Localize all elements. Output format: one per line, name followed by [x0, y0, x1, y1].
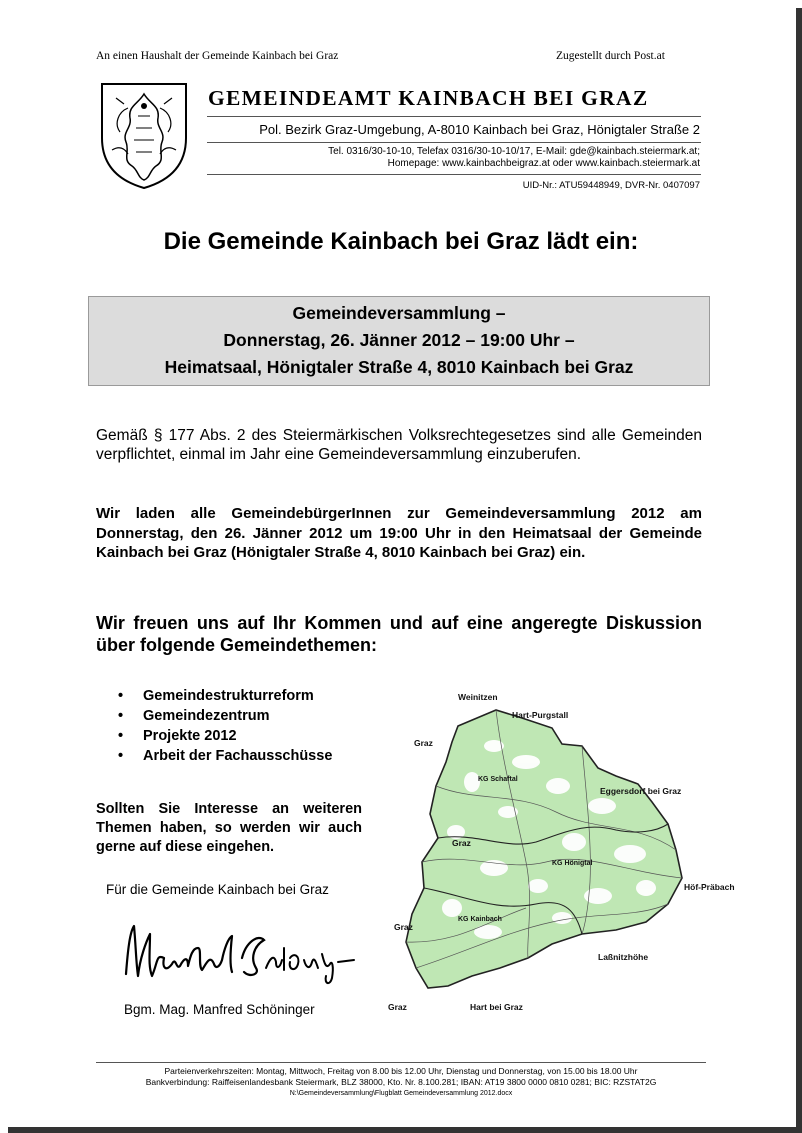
map-label-eggersdorf: Eggersdorf bei Graz [600, 786, 682, 796]
map-label-kg-schaftal: KG Schaftal [478, 776, 518, 783]
map-label-kg-kainbach: KG Kainbach [458, 916, 502, 923]
map-graphic [376, 682, 746, 1022]
list-item: • Gemeindezentrum [118, 708, 270, 724]
office-hours: Parteienverkehrszeiten: Montag, Mittwoch, Freitag von 8.00 bis 12.00 Uhr, Dienstag und Donnerstag, von 15.00 bis 18.00 Uhr [164, 1066, 638, 1076]
map-label-hart-purgstall: Hart-Purgstall [512, 710, 569, 720]
event-date: Donnerstag, 26. Jänner 2012 – 19:00 Uhr – [223, 330, 575, 350]
map-label-graz: Graz [388, 1002, 407, 1012]
legal-paragraph: Gemäß § 177 Abs. 2 des Steiermärkischen Volksrechtegesetzes sind alle Gemeinden verpflichtet, einmal im Jahr eine Gemeindeversammlung einzuberufen. [96, 427, 702, 463]
household-note: An einen Haushalt der Gemeinde Kainbach bei Graz [96, 50, 339, 62]
map-label-graz: Graz [394, 922, 413, 932]
bullet: • [118, 748, 124, 764]
discussion-paragraph: Wir freuen uns auf Ihr Kommen und auf eine angeregte Diskussion über folgende Gemeindethemen: [96, 613, 702, 655]
event-box [88, 296, 710, 386]
contact-line: Tel. 0316/30-10-10, Telefax 0316/30-10-10/17, E-Mail: gde@kainbach.steiermark.at; [328, 146, 700, 157]
municipality-map [376, 682, 746, 1022]
event-location: Heimatsaal, Hönigtaler Straße 4, 8010 Kainbach bei Graz [164, 357, 634, 377]
office-name: GEMEINDEAMT KAINBACH BEI GRAZ [208, 86, 649, 110]
map-label-graz: Graz [452, 838, 471, 848]
coat-of-arms-logo [98, 80, 190, 192]
mayor-name: Bgm. Mag. Manfred Schöninger [124, 1002, 315, 1017]
on-behalf-text: Für die Gemeinde Kainbach bei Graz [106, 882, 329, 897]
ids-line: UID-Nr.: ATU59448949, DVR-Nr. 0407097 [522, 180, 700, 191]
letterhead-rule-3 [207, 174, 701, 175]
invitation-paragraph: Wir laden alle GemeindebürgerInnen zur Gemeindeversammlung 2012 am Donnerstag, den 26. Jänner 2012 um 19:00 Uhr in den Heimatsaal der Gemeinde Kainbach bei Graz (Hönigtaler Straße 4, 8010 Kainbach bei Graz) ein. [96, 505, 702, 561]
topics-list [118, 686, 332, 766]
delivery-note: Zugestellt durch Post.at [556, 50, 665, 62]
list-item: • Arbeit der Fachausschüsse [118, 748, 333, 764]
map-label-weinitzen: Weinitzen [458, 692, 498, 702]
list-item: • Projekte 2012 [118, 728, 237, 744]
interest-paragraph: Sollten Sie Interesse an weiteren Themen haben, so werden wir auch gerne auf diese eingehen. [96, 801, 362, 855]
map-label-hoef-praebach: Höf-Präbach [684, 882, 735, 892]
map-label-hart-bei-graz: Hart bei Graz [470, 1002, 523, 1012]
file-path: N:\Gemeindeversammlung\Flugblatt Gemeindeversammlung 2012.docx [289, 1090, 513, 1097]
footer-rule [96, 1062, 706, 1063]
bank-details: Bankverbindung: Raiffeisenlandesbank Steiermark, BLZ 38000, Kto. Nr. 8.100.281; IBAN: AT19 3800 0000 0810 0281; BIC: RZSTAT2G [145, 1077, 657, 1087]
page-shadow-bottom [8, 1127, 802, 1133]
bullet: • [118, 728, 124, 744]
map-label-kg-hoenigtal: KG Hönigtal [552, 860, 593, 867]
bullet: • [118, 688, 124, 704]
map-label-graz: Graz [414, 738, 433, 748]
bullet: • [118, 708, 124, 724]
office-address: Pol. Bezirk Graz-Umgebung, A-8010 Kainbach bei Graz, Hönigtaler Straße 2 [259, 122, 700, 137]
letterhead-rule-1 [207, 116, 701, 117]
signature-image [118, 918, 358, 992]
homepage-line: Homepage: www.kainbachbeigraz.at oder www.kainbach.steiermark.at [387, 158, 700, 169]
invitation-title: Die Gemeinde Kainbach bei Graz lädt ein: [163, 228, 639, 255]
page-shadow-right [796, 8, 802, 1133]
letterhead-rule-2 [207, 142, 701, 143]
list-item: • Gemeindestrukturreform [118, 688, 314, 704]
map-label-lassnitzhoehe: Laßnitzhöhe [598, 952, 649, 962]
event-name: Gemeindeversammlung – [292, 303, 506, 323]
